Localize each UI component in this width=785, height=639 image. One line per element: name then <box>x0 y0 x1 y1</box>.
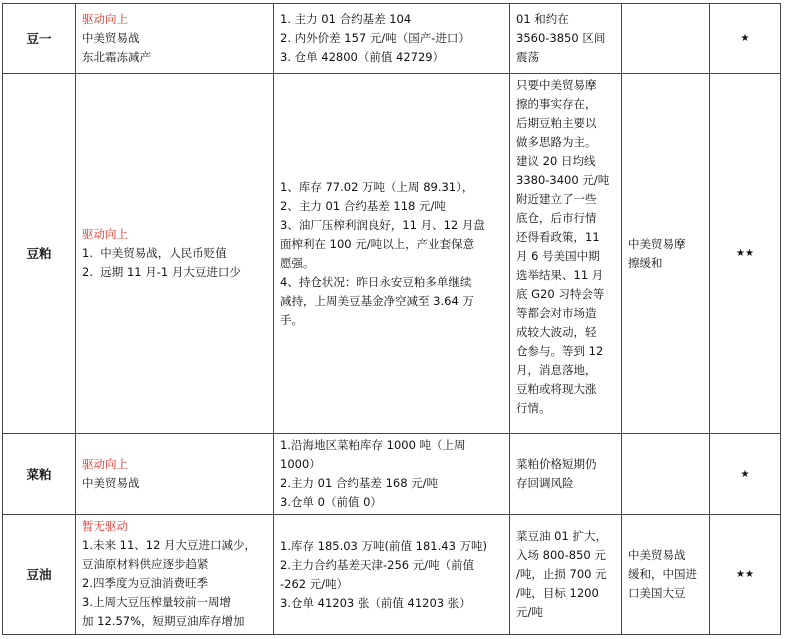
driver-title: 驱动向上 <box>82 227 128 241</box>
strategy-line: 仓参与。等到 12 <box>516 344 604 358</box>
commodity-name: 豆粕 <box>3 74 76 434</box>
strategy-line: 选举结果、11 月 <box>516 268 604 282</box>
fundamental-line: 1.库存 185.03 万吨(前值 181.43 万吨) <box>280 538 488 553</box>
driver-cell <box>76 515 274 635</box>
strategy-line: 等都会对市场造 <box>516 306 597 320</box>
fundamental-line: 3、油厂压榨利润良好，11 月、12 月盘 <box>280 217 485 232</box>
strategy-line: 行情。 <box>516 401 551 415</box>
strategy-line: 3560-3850 区间 <box>516 31 606 45</box>
strategy-line: 成较大波动，轻 <box>516 325 597 339</box>
strategy-line: 豆粕或将现大涨 <box>516 382 597 396</box>
driver-line: 2. 远期 11 月-1 月大豆进口少 <box>82 265 241 279</box>
table-row <box>3 4 781 74</box>
driver-line: 1. 中美贸易战，人民币贬值 <box>82 246 227 260</box>
risk-cell <box>622 515 710 635</box>
fundamental-line: 减持，上周美豆基金净空减至 3.64 万 <box>280 293 474 308</box>
strategy-line: 附近建立了一些 <box>516 192 597 206</box>
strategy-line: 菜豆油 01 扩大， <box>516 529 607 543</box>
driver-line: 加 12.57%，短期豆油库存增加 <box>82 614 245 628</box>
driver-line: 中美贸易战 <box>82 476 140 490</box>
strategy-line: 元/吨 <box>516 605 543 619</box>
fundamental-line: 1. 主力 01 合约基差 104 <box>280 12 412 26</box>
table-row <box>3 434 781 515</box>
risk-cell <box>622 4 710 74</box>
fundamental-line: 2.主力 01 合约基差 168 元/吨 <box>280 476 439 490</box>
fundamental-line: 3. 仓单 42800（前值 42729） <box>280 50 445 64</box>
rating-stars: ★ <box>710 4 781 74</box>
driver-line: 3.上周大豆压榨量较前一周增 <box>82 595 231 609</box>
risk-line: 缓和，中国进 <box>628 567 697 581</box>
driver-line: 中美贸易战 <box>82 31 140 45</box>
strategy-line: 01 和约在 <box>516 12 569 26</box>
strategy-line: /吨，止损 700 元 <box>516 567 607 581</box>
table-row <box>3 515 781 635</box>
rating-stars: ★★ <box>710 515 781 635</box>
fundamental-line: 2. 内外价差 157 元/吨（国产-进口） <box>280 31 470 45</box>
strategy-line: 菜粕价格短期仍 <box>516 457 597 471</box>
rating-stars: ★★ <box>710 74 781 434</box>
strategy-line: 底仓，后市行情 <box>516 211 597 225</box>
risk-cell <box>622 434 710 515</box>
fundamental-line: 1000） <box>280 457 321 471</box>
table-row <box>3 74 781 434</box>
rating-stars: ★ <box>710 434 781 515</box>
fundamental-line: 3.仓单 0（前值 0） <box>280 495 382 509</box>
driver-cell <box>76 4 274 74</box>
fundamentals-cell <box>274 4 510 74</box>
fundamental-line: 4、持仓状况：昨日永安豆粕多单继续 <box>280 274 472 289</box>
driver-cell <box>76 74 274 434</box>
fundamental-line: 面榨利在 100 元/吨以上，产业套保意 <box>280 236 475 251</box>
commodity-name: 豆一 <box>3 4 76 74</box>
strategy-line: 底 G20 习特会等 <box>516 287 605 301</box>
driver-line: 2.四季度为豆油消费旺季 <box>82 576 208 590</box>
risk-line: 擦缓和 <box>628 255 663 270</box>
fundamental-line: 3.仓单 41203 张（前值 41203 张） <box>280 595 471 610</box>
fundamental-line: 1、库存 77.02 万吨（上周 89.31）， <box>280 179 474 194</box>
fundamental-line: 1.沿海地区菜粕库存 1000 吨（上周 <box>280 438 466 452</box>
table-body <box>3 4 781 635</box>
fundamental-line: 2.主力合约基差天津-256 元/吨（前值 <box>280 557 475 572</box>
strategy-line: /吨，目标 1200 <box>516 586 599 600</box>
strategy-cell <box>510 74 622 434</box>
strategy-cell <box>510 434 622 515</box>
strategy-line: 月，消息落地， <box>516 363 597 377</box>
driver-line: 1.未来 11、12 月大豆进口减少， <box>82 538 257 552</box>
driver-title: 驱动向上 <box>82 457 128 471</box>
strategy-line: 擦的事实存在， <box>516 97 597 111</box>
strategy-line: 入场 800-850 元 <box>516 548 606 562</box>
commodity-name: 菜粕 <box>3 434 76 515</box>
commodity-name: 豆油 <box>3 515 76 635</box>
driver-line: 东北霜冻减产 <box>82 50 151 64</box>
risk-line: 中美贸易摩 <box>628 236 686 251</box>
driver-cell <box>76 434 274 515</box>
strategy-cell <box>510 4 622 74</box>
fundamental-line: 愿强。 <box>280 255 315 270</box>
risk-line: 口美国大豆 <box>628 586 686 600</box>
strategy-cell <box>510 515 622 635</box>
strategy-line: 只要中美贸易摩 <box>516 78 597 92</box>
fundamental-line: 手。 <box>280 312 303 327</box>
strategy-line: 还得看政策，11 <box>516 230 600 244</box>
driver-title: 驱动向上 <box>82 12 128 26</box>
strategy-line: 月 6 号美国中期 <box>516 249 600 263</box>
strategy-line: 存回调风险 <box>516 476 574 490</box>
risk-line: 中美贸易战 <box>628 548 686 562</box>
fundamentals-cell <box>274 515 510 635</box>
strategy-line: 3380-3400 元/吨 <box>516 173 610 187</box>
strategy-line: 后期豆粕主要以 <box>516 116 597 130</box>
driver-line: 豆油原材料供应逐步趋紧 <box>82 557 209 571</box>
fundamental-line: 2、主力 01 合约基差 118 元/吨 <box>280 198 446 213</box>
strategy-line: 做多思路为主。 <box>516 135 597 149</box>
strategy-line: 震荡 <box>516 50 539 64</box>
risk-cell <box>622 74 710 434</box>
fundamental-line: -262 元/吨） <box>280 576 349 591</box>
futures-table <box>2 3 781 635</box>
fundamentals-cell <box>274 74 510 434</box>
fundamentals-cell <box>274 434 510 515</box>
driver-title: 暂无驱动 <box>82 519 128 533</box>
strategy-line: 建议 20 日均线 <box>516 154 596 168</box>
